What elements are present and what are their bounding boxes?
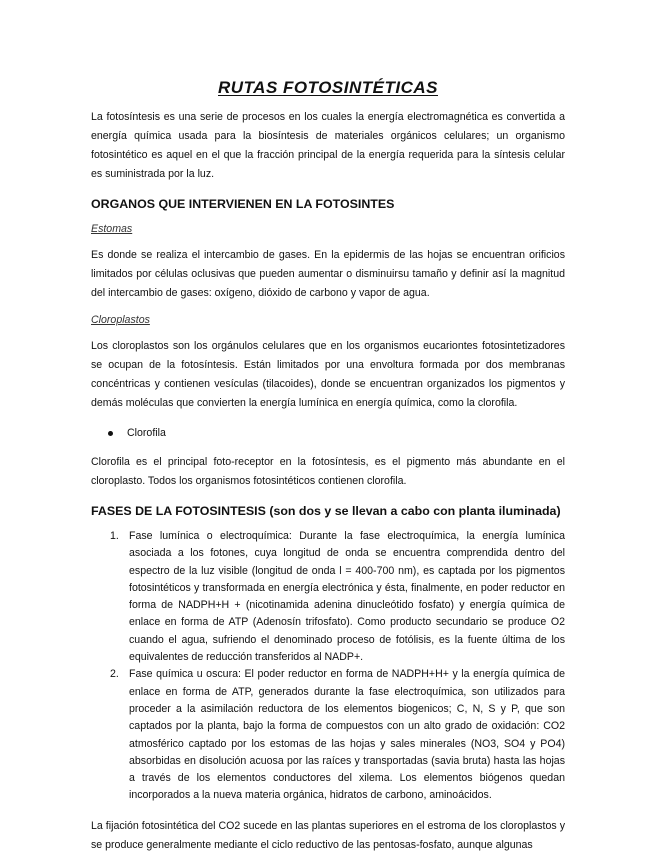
list-item-text: Fase lumínica o electroquímica: Durante la fase electroquímica, la energía lumínica asociada a los fotones, cuya longitud de onda se encuentra comprendida dentro del espectro de la luz visible (longitud de onda l = 400-700 nm), es captada por los pigmentos fotosintéticos y transformada en energía electrónica y ésta, finalmente, en poder reductor en forma de NADPH+H + (nicotinamida adenina dinucleótido fosfato) y energía química de enlace en forma de ATP (Adenosín trifosfato). Como producto secundario se produce O2 cuando el agua, sufriendo el denominado proceso de fotólisis, es la fuente última de los equivalentes de reducción transferidos al NADP+. [129, 530, 565, 664]
list-item-text: Fase química u oscura: El poder reductor en forma de NADPH+H+ y la energía química de enlace en forma de ATP, generados durante la fase electroquímica, son utilizados para proceder a la asimilación reductora de los elementos biogenicos; C, N, S y P, que son captados por la planta, bajo la forma de compuestos con un alto grado de oxidación: CO2 atmosférico captado por los estomas de las hojas y sales minerales (NO3, SO4 y PO4) absorbidas en disolución acuosa por las raíces y transportadas (savia bruta) hasta las hojas a través de los elementos conductores del xilema. Los elementos biógenos quedan incorporados a la nueva materia orgánica, hidratos de carbono, aminoácidos. [129, 668, 565, 802]
section-heading-fases: FASES DE LA FOTOSINTESIS (son dos y se llevan a cabo con planta iluminada) [91, 504, 561, 518]
section-heading-organos: ORGANOS QUE INTERVIENEN EN LA FOTOSINTES [91, 197, 395, 211]
subheading-estomas: Estomas [91, 223, 133, 235]
list-item [91, 528, 565, 666]
bullet-icon [108, 431, 113, 436]
bullet-label: Clorofila [127, 427, 166, 439]
phases-list [91, 528, 565, 805]
subheading-cloroplastos: Cloroplastos [91, 314, 150, 326]
document-body [91, 78, 565, 855]
paragraph-estomas: Es donde se realiza el intercambio de gases. En la epidermis de las hojas se encuentran orificios limitados por células oclusivas que pueden aumentar o disminuirsu tamaño y definir así la magnitud del intercambio de gases: oxígeno, dióxido de carbono y vapor de agua. [91, 249, 565, 299]
list-item [91, 666, 565, 804]
closing-paragraph: La fijación fotosintética del CO2 sucede en las plantas superiores en el estroma de los cloroplastos y se produce generalmente mediante el ciclo reductivo de las pentosas-fosfato, aunque algunas [91, 819, 565, 851]
list-item-number: 1. [110, 530, 119, 542]
paragraph-clorofila: Clorofila es el principal foto-receptor en la fotosíntesis, es el pigmento más abundante en el cloroplasto. Todos los organismos fotosintéticos contienen clorofila. [91, 456, 565, 487]
page-title: RUTAS FOTOSINTÉTICAS [218, 78, 438, 97]
bullet-item-clorofila [91, 425, 565, 441]
paragraph-cloroplastos: Los cloroplastos son los orgánulos celulares que en los organismos eucariontes fotosintetizadores se ocupan de la fotosíntesis. Están limitados por una envoltura formada por dos membranas concéntricas y contienen vesículas (tilacoides), donde se encuentran organizados los pigmentos y demás moléculas que convierten la energía lumínica en energía química, como la clorofila. [91, 340, 565, 409]
list-item-number: 2. [110, 668, 119, 681]
intro-paragraph: La fotosíntesis es una serie de procesos en los cuales la energía electromagnética es convertida a energía química usada para la biosíntesis de materiales orgánicos celulares; un organismo fotosintético es aquel en el que la fracción principal de la energía requerida para la síntesis celular es suministrada por la luz. [91, 111, 565, 180]
